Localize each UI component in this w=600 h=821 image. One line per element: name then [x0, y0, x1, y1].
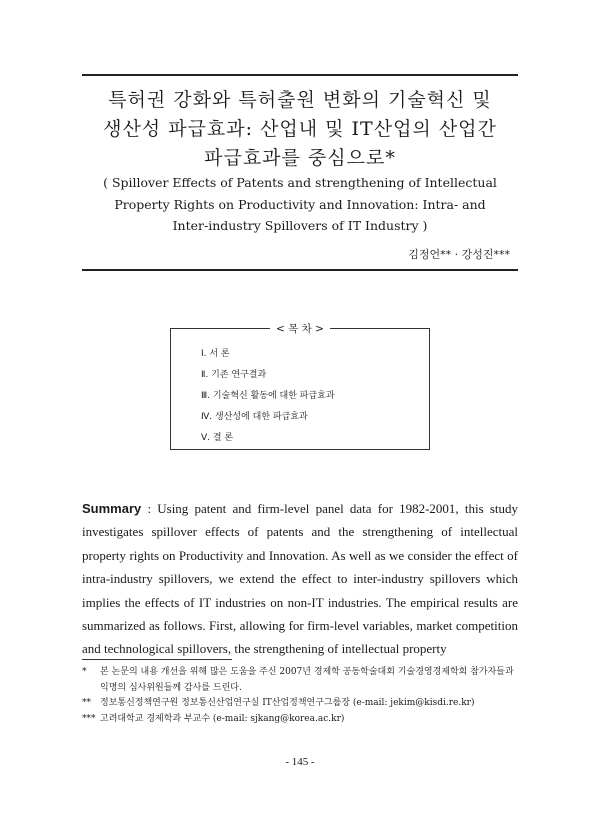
- footnote-2: [82, 696, 518, 712]
- toc-heading: [171, 321, 429, 336]
- english-title: [90, 172, 510, 237]
- footnote-2-text: 정보통신정책연구원 정보통신산업연구실 IT산업정책연구그룹장 (e-mail: jekim@kisdi.re.kr): [100, 698, 475, 708]
- footnote-1: [82, 665, 518, 696]
- footnote-3-mark: ***: [82, 713, 96, 724]
- footnote-3: [82, 712, 518, 728]
- english-title-line-2: Property Rights on Productivity and Innovation: Intra- and: [114, 196, 486, 212]
- toc-list: [201, 344, 335, 449]
- title-line-1: 특허권 강화와 특허출원 변화의 기술혁신 및: [108, 89, 492, 111]
- toc-item-2: Ⅱ. 기존 연구결과: [201, 370, 267, 380]
- title-top-rule: [82, 74, 518, 76]
- summary-paragraph: [82, 497, 518, 661]
- toc-item-1: Ⅰ. 서 론: [201, 349, 230, 359]
- footnotes: [82, 665, 518, 727]
- english-title-line-3: Inter-industry Spillovers of IT Industry ): [172, 218, 428, 233]
- paper-title: [70, 86, 530, 173]
- toc-item-3: Ⅲ. 기술혁신 활동에 대한 파급효과: [201, 391, 335, 401]
- toc-item-4: Ⅳ. 생산성에 대한 파급효과: [201, 412, 308, 422]
- summary-label: Summary: [82, 501, 142, 516]
- summary-text: Using patent and firm-level panel data for 1982-2001, this study investigates spillover effects of patents and the strengthening of intellectual property rights on Productivity and Innovation. As well as we consider the effect of intra-industry spillovers, we extend the effect to inter-industry spillovers which implies the effects of IT industries on non-IT industries. The empirical results are summarized as follows. First, allowing for firm-level variables, market competition and technological spillovers, the strengthening of intellectual property: [82, 501, 518, 657]
- footnote-1-mark: *: [82, 667, 87, 677]
- table-of-contents: [170, 323, 430, 450]
- summary-separator: :: [141, 501, 158, 516]
- title-line-3: 파급효과를 중심으로*: [204, 147, 396, 169]
- toc-heading-text: < 목 차 >: [270, 323, 330, 335]
- toc-item-5: Ⅴ. 결 론: [201, 433, 234, 443]
- footnote-3-text: 고려대학교 경제학과 부교수 (e-mail: sjkang@korea.ac.kr): [100, 713, 345, 724]
- authors: 김정언** · 강성진***: [408, 248, 510, 261]
- english-title-line-1: ( Spillover Effects of Patents and strengthening of Intellectual: [103, 175, 497, 190]
- title-bottom-rule: [82, 269, 518, 271]
- footnote-rule: [82, 659, 232, 660]
- title-line-2: 생산성 파급효과: 산업내 및 IT산업의 산업간: [103, 118, 497, 140]
- footnote-1-text: 본 논문의 내용 개선을 위해 많은 도움을 주신 2007년 경제학 공동학술대회 기술경영경제학회 참가자들과 익명의 심사위원들께 감사를 드린다.: [100, 667, 514, 693]
- page-number: - 145 -: [285, 756, 315, 768]
- footnote-2-mark: **: [82, 698, 91, 708]
